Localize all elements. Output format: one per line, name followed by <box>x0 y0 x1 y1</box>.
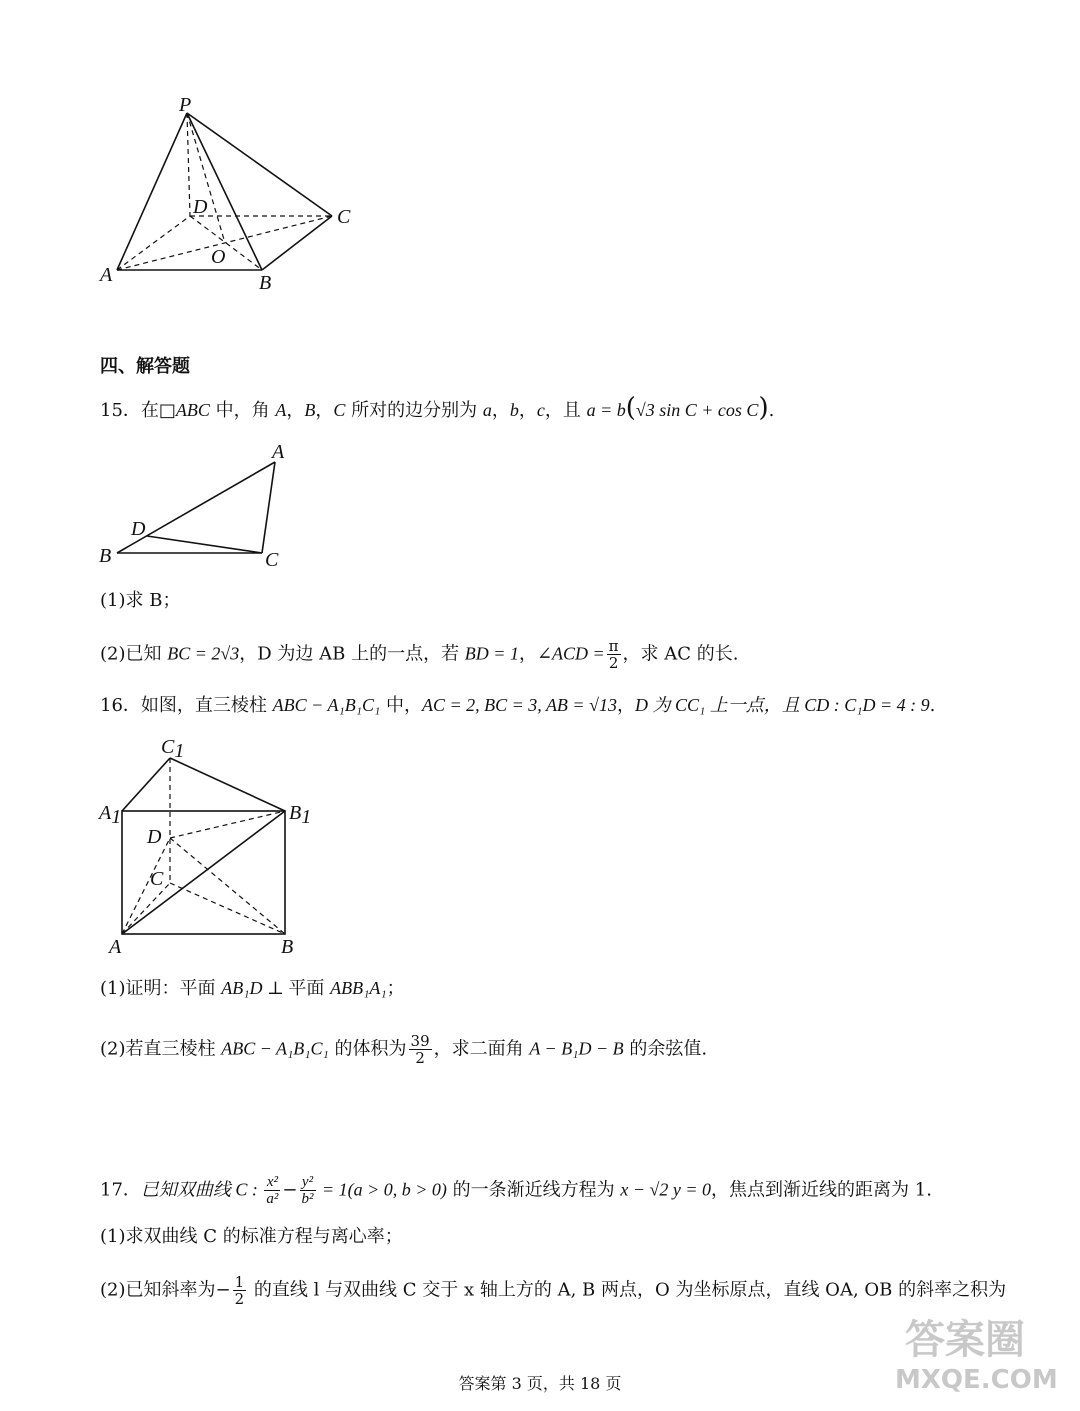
label-A1: A1 <box>99 802 122 828</box>
fraction-1-2: $\frac{1}{2}$ <box>234 1273 245 1308</box>
fraction-x2-a2: $\frac{\text{x²}}{\text{a²}}$ <box>266 1174 279 1207</box>
watermark-logo: 答案圈 <box>905 1317 1025 1363</box>
label-C1: C1 <box>161 736 185 762</box>
label-A: A <box>109 936 122 958</box>
label-B1: B1 <box>289 802 312 828</box>
label-O: O <box>211 246 226 268</box>
prism-figure <box>95 733 330 963</box>
q17-part2: (2)已知斜率为− $\frac{1}{2}$ 的直线 l 与双曲线 C 交于 x 轴上方的 A, B 两点，O 为坐标原点，直线 OA, OB 的斜率之积为 <box>100 1273 1007 1308</box>
pyramid-figure <box>95 95 375 300</box>
label-B: B <box>259 272 272 294</box>
label-D: D <box>131 518 146 540</box>
q15-part2: (2)已知 BC = 2√3，D 为边 AB 上的一点，若 BD = 1，∠ACD = $\frac{\pi}{2}$ ，求 AC 的长. <box>100 637 739 672</box>
q15-stem: 15．在□ABC 中，角 A，B，C 所对的边分别为 a，b，c，且 a = b(√3 sin C + cos C). <box>100 393 775 423</box>
label-D: D <box>193 196 208 218</box>
label-C: C <box>265 549 279 571</box>
q17-stem: 17．已知双曲线 C : $\frac{\text{x²}}{\text{a²}}$ − $\frac{\text{y²}}{\text{b²}}$ = 1(a > 0, b > 0) 的一条渐近线方程为 x − √2 y = 0，焦点到渐近线的距离为 1. <box>100 1174 932 1207</box>
label-C: C <box>150 868 164 890</box>
q15-part1: (1)求 B； <box>100 590 181 611</box>
q16-part1: (1)证明：平面 AB₁D ⊥ 平面 ABB₁A₁； <box>100 978 405 999</box>
label-A: A <box>272 441 285 463</box>
q16-stem: 16．如图，直三棱柱 ABC − A₁B₁C₁ 中，AC = 2, BC = 3, AB = √13，D 为 CC₁ 上一点，且 CD : C₁D = 4 : 9. <box>100 695 936 716</box>
triangle-figure <box>95 440 305 575</box>
label-B: B <box>99 545 112 567</box>
label-C: C <box>337 206 351 228</box>
q16-part2: (2)若直三棱柱 ABC − A₁B₁C₁ 的体积为 $\frac{39}{2}$ ，求二面角 A − B₁D − B 的余弦值. <box>100 1032 708 1067</box>
fraction-y2-b2: $\frac{\text{y²}}{\text{b²}}$ <box>301 1174 314 1207</box>
label-D: D <box>147 826 162 848</box>
label-P: P <box>179 95 192 116</box>
page-footer: 答案第 3 页，共 18 页 <box>458 1374 622 1393</box>
q17-part1: (1)求双曲线 C 的标准方程与离心率； <box>100 1226 403 1247</box>
label-A: A <box>100 264 113 286</box>
fraction-pi-2: $\frac{\pi}{2}$ <box>608 637 619 672</box>
fraction-39-2: $\frac{39}{2}$ <box>410 1032 430 1067</box>
section-heading: 四、解答题 <box>100 356 190 377</box>
watermark-site: MXQE.COM <box>895 1365 1058 1395</box>
label-B: B <box>281 936 294 958</box>
